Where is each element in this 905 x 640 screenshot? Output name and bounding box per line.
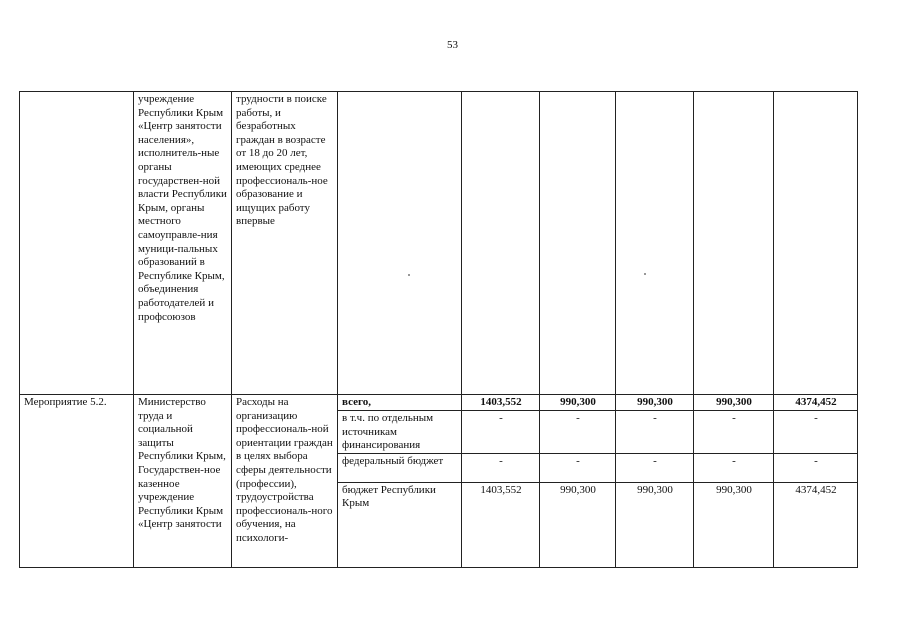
cell-source-label: в т.ч. по отдельным источникам финансирования bbox=[338, 411, 462, 454]
cell-value: 4374,452 bbox=[774, 395, 858, 411]
cell-value: - bbox=[694, 411, 774, 454]
funding-table bbox=[19, 91, 858, 568]
scan-speck bbox=[408, 274, 410, 276]
cell-empty bbox=[774, 92, 858, 395]
cell-value: 990,300 bbox=[616, 482, 694, 567]
cell-value: 1403,552 bbox=[462, 395, 540, 411]
cell-value: - bbox=[774, 453, 858, 482]
cell-value: 990,300 bbox=[540, 482, 616, 567]
cell-value: - bbox=[694, 453, 774, 482]
cell-value: - bbox=[540, 453, 616, 482]
cell-value: 1403,552 bbox=[462, 482, 540, 567]
cell-executor-continued: учреждение Республики Крым «Центр занятости населения», исполнитель-ные органы государствен-ной власти Республики Крым, органы местного самоуправле-ния муници-пальных образований в Республике Крым, объединения работодателей и профсоюзов bbox=[134, 92, 232, 395]
cell-source-label: бюджет Республики Крым bbox=[338, 482, 462, 567]
cell-measure-executor: Министерство труда и социальной защиты Республики Крым, Государствен-ное казенное учреждение Республики Крым «Центр занятости bbox=[134, 395, 232, 568]
scan-speck bbox=[644, 273, 646, 275]
cell-value: - bbox=[462, 411, 540, 454]
cell-value: 990,300 bbox=[616, 395, 694, 411]
cell-value: - bbox=[462, 453, 540, 482]
cell-value: - bbox=[774, 411, 858, 454]
cell-value: 990,300 bbox=[694, 482, 774, 567]
cell-value: - bbox=[616, 411, 694, 454]
cell-measure-empty bbox=[20, 92, 134, 395]
table-row-continuation bbox=[20, 92, 858, 395]
table-row-total bbox=[20, 395, 858, 411]
cell-value: - bbox=[616, 453, 694, 482]
cell-empty bbox=[694, 92, 774, 395]
cell-empty bbox=[616, 92, 694, 395]
cell-measure-name: Мероприятие 5.2. bbox=[20, 395, 134, 568]
cell-value: - bbox=[540, 411, 616, 454]
cell-description-continued: трудности в поиске работы, и безработных граждан в возрасте от 18 до 20 лет, имеющих среднее профессиональ-ное образование и ищущих работу впервые bbox=[232, 92, 338, 395]
cell-source-empty bbox=[338, 92, 462, 395]
cell-measure-description: Расходы на организацию профессиональ-ной ориентации граждан в целях выбора сферы деятельности (профессии), трудоустройства профессиональ-ного обучения, на психологи- bbox=[232, 395, 338, 568]
cell-empty bbox=[540, 92, 616, 395]
cell-value: 990,300 bbox=[540, 395, 616, 411]
page-number: 53 bbox=[447, 39, 458, 51]
cell-value: 4374,452 bbox=[774, 482, 858, 567]
cell-value: 990,300 bbox=[694, 395, 774, 411]
cell-empty bbox=[462, 92, 540, 395]
cell-source-label: всего, bbox=[338, 395, 462, 411]
cell-source-label: федеральный бюджет bbox=[338, 453, 462, 482]
